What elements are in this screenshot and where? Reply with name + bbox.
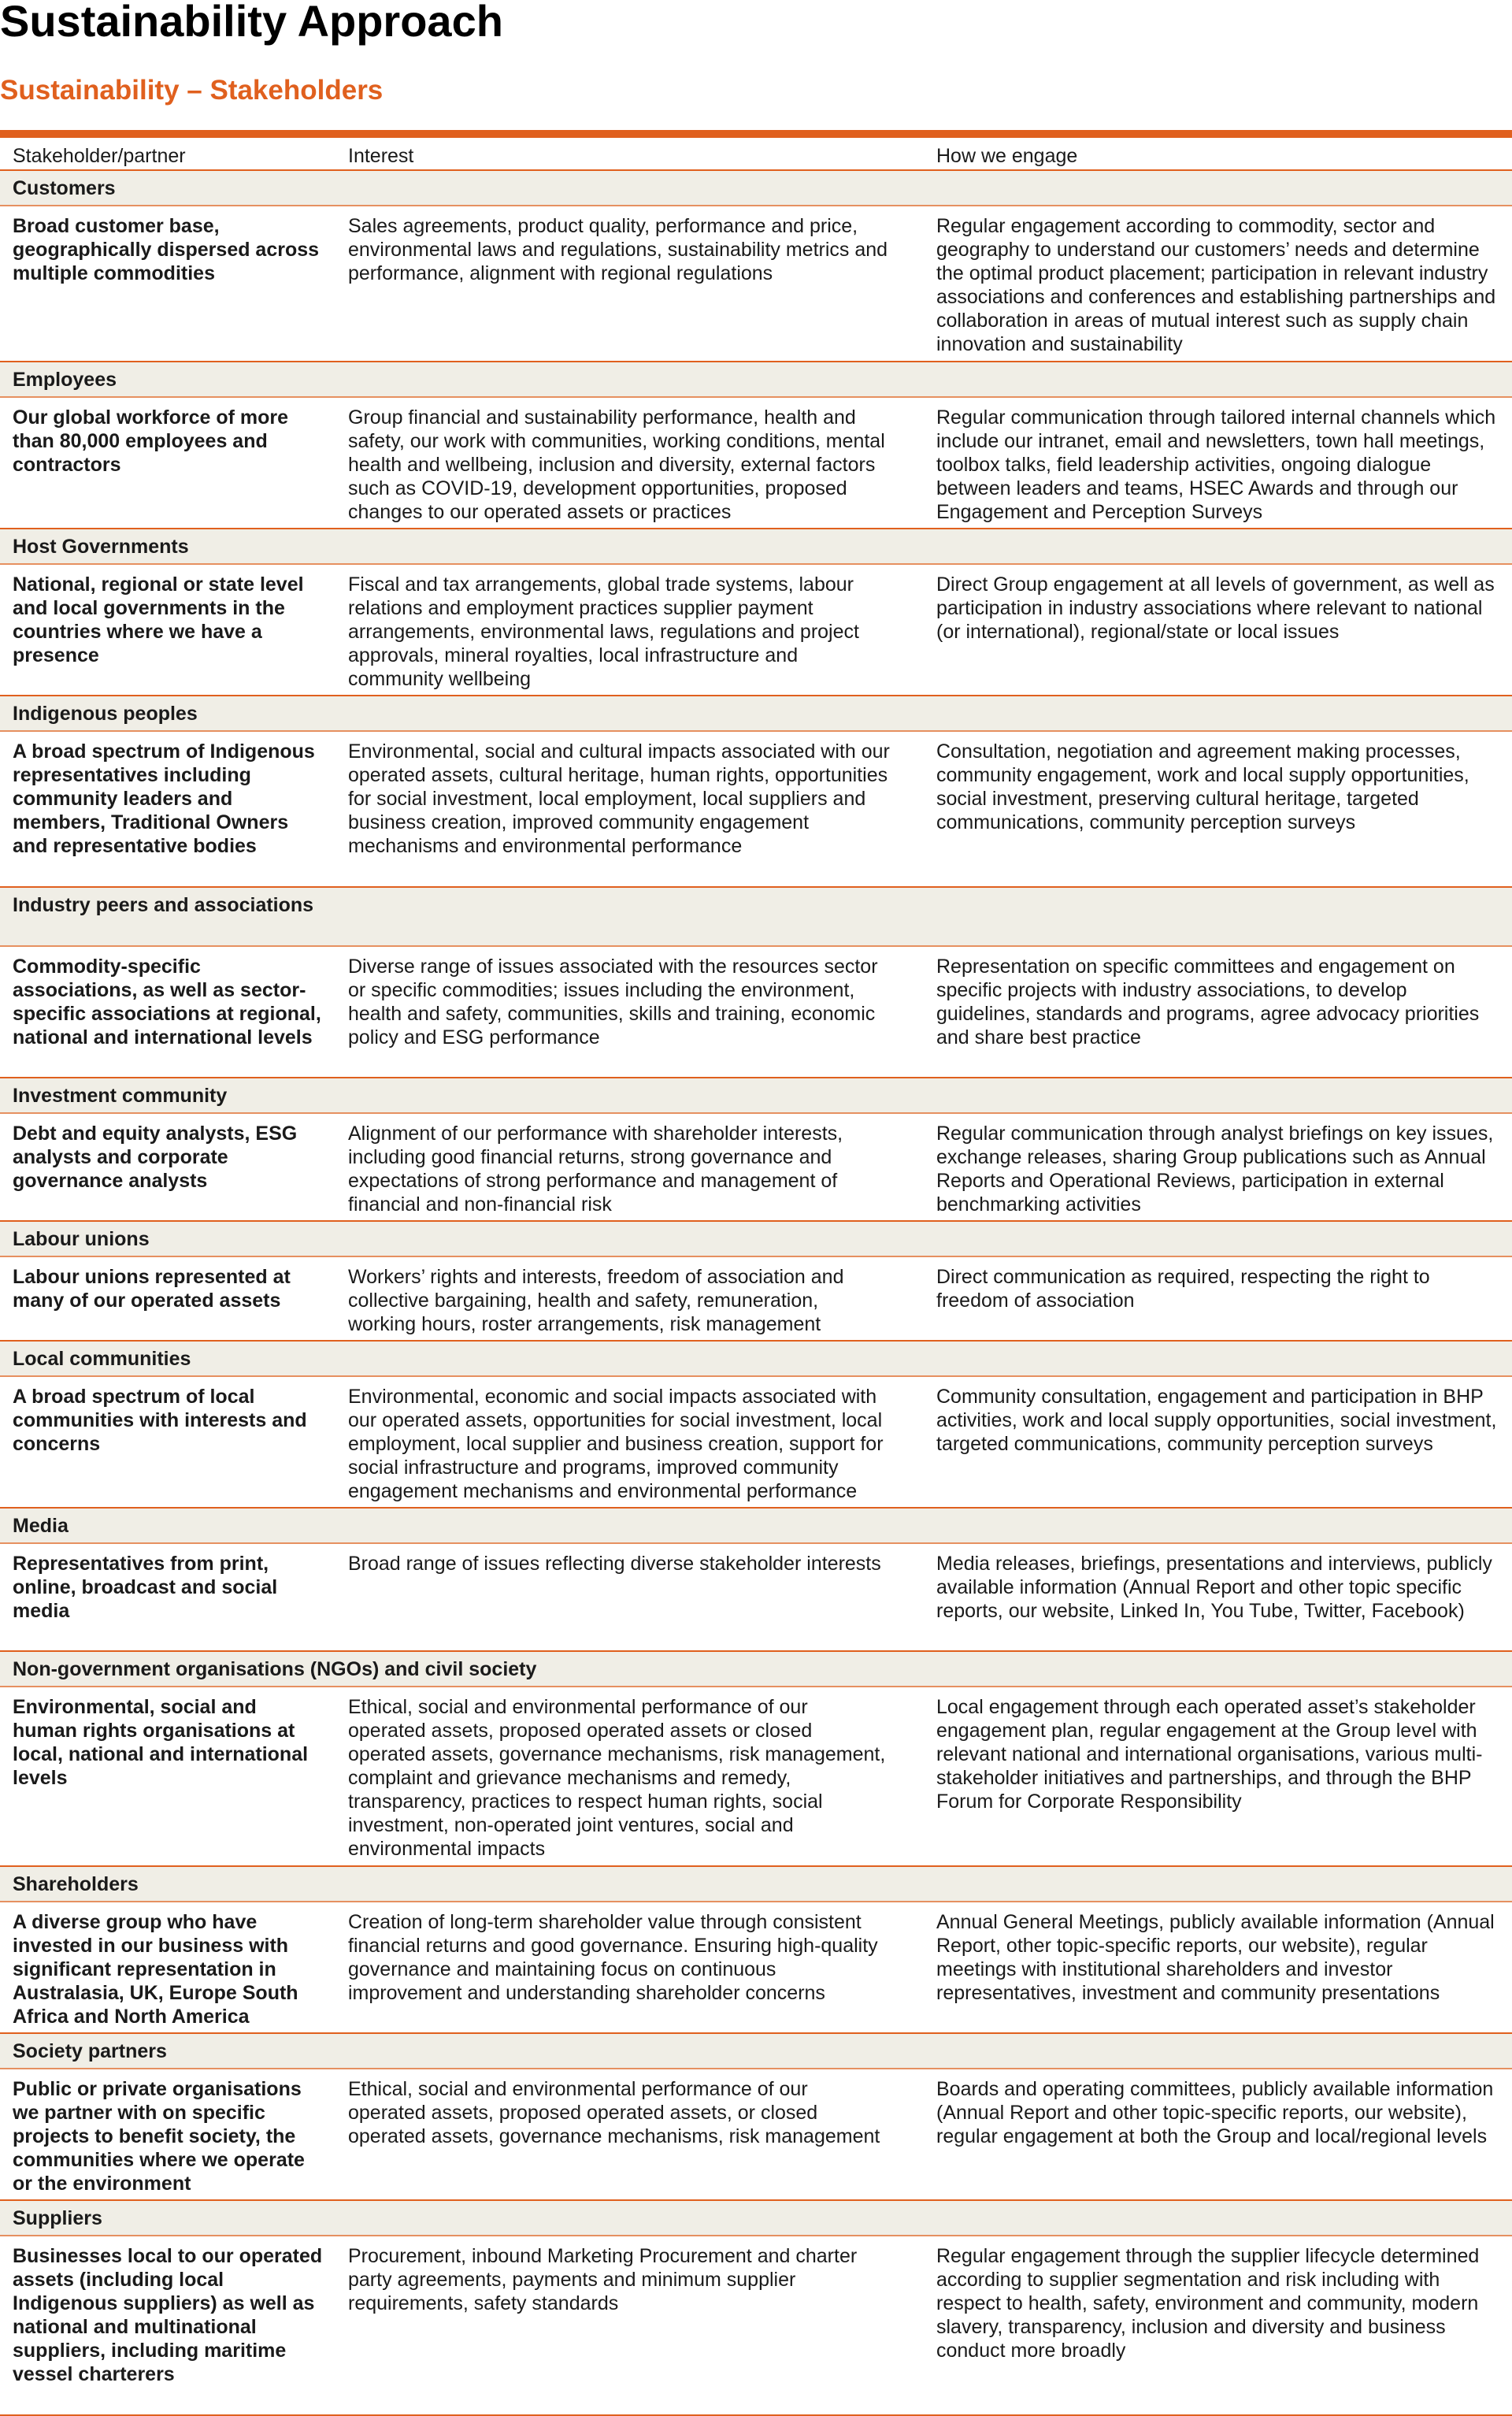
category-suppliers: Suppliers xyxy=(0,2201,1512,2236)
category-local-communities: Local communities xyxy=(0,1342,1512,1377)
stakeholder-cell: A broad spectrum of Indigenous representatives including community leaders and members, Traditional Owners and representative bodies xyxy=(13,740,315,857)
table-row xyxy=(0,565,1512,696)
stakeholder-cell: Representatives from print, online, broadcast and social media xyxy=(13,1553,278,1622)
stakeholder-cell: A broad spectrum of local communities with interests and concerns xyxy=(13,1386,307,1455)
engage-cell: Regular engagement through the supplier lifecycle determined according to supplier segmentation and risk including with respect to health, safety, environment and community, modern slavery, transparency, inclusion and diversity and business conduct more broadly xyxy=(936,2245,1480,2362)
category-host-governments: Host Governments xyxy=(0,529,1512,565)
engage-cell: Media releases, briefings, presentations and interviews, publicly available information (Annual Report and other topic specific reports, our website, Linked In, You Tube, Twitter, Facebook) xyxy=(936,1553,1492,1622)
interest-cell: Sales agreements, product quality, performance and price, environmental laws and regulations, sustainability metrics and performance, alignment with regional regulations xyxy=(348,215,888,284)
table-row xyxy=(0,1377,1512,1509)
interest-cell: Alignment of our performance with shareholder interests, including good financial returns, strong governance and expectations of strong performance and management of financial and non-financial risk xyxy=(348,1123,843,1215)
interest-cell: Workers’ rights and interests, freedom of association and collective bargaining, health and safety, remuneration, working hours, roster arrangements, risk management xyxy=(348,1266,844,1335)
table-row xyxy=(0,1544,1512,1652)
engage-cell: Regular communication through tailored internal channels which include our intranet, email and newsletters, town hall meetings, toolbox talks, field leadership activities, ongoing dialogue between leaders and teams, HSEC Awards and through our Engagement and Perception Surveys xyxy=(936,406,1496,523)
page-title: Sustainability Approach xyxy=(0,0,503,46)
engage-cell: Direct communication as required, respecting the right to freedom of association xyxy=(936,1266,1430,1312)
engage-cell: Regular communication through analyst briefings on key issues, exchange releases, sharing Group publications such as Annual Reports and Operational Reviews, participation in external benchmarking activities xyxy=(936,1123,1494,1215)
stakeholder-cell: National, regional or state level and local governments in the countries where we have a presence xyxy=(13,573,304,666)
interest-cell: Creation of long-term shareholder value through consistent financial returns and good governance. Ensuring high-quality governance and maintaining focus on continuous improvement and understanding shareholder concerns xyxy=(348,1911,878,2004)
interest-cell: Ethical, social and environmental performance of our operated assets, proposed operated assets or closed operated assets, governance mechanisms, risk management, complaint and grievance mechanisms and remedy, transparency, practices to respect human rights, social investment, non-operated joint ventures, social and environmental impacts xyxy=(348,1696,886,1860)
table-row xyxy=(0,1687,1512,1867)
header-engage: How we engage xyxy=(936,145,1078,167)
header-stakeholder: Stakeholder/partner xyxy=(13,145,186,167)
engage-cell: Community consultation, engagement and participation in BHP activities, work and local supply opportunities, social investment, targeted communications, community perception surveys xyxy=(936,1386,1497,1455)
header-interest: Interest xyxy=(348,145,414,167)
table-row xyxy=(0,1902,1512,2034)
interest-cell: Broad range of issues reflecting diverse stakeholder interests xyxy=(348,1553,881,1575)
category-investment-community: Investment community xyxy=(0,1078,1512,1114)
stakeholder-table xyxy=(0,130,1512,2416)
table-row xyxy=(0,1257,1512,1342)
category-labour-unions: Labour unions xyxy=(0,1222,1512,1257)
stakeholder-cell: Businesses local to our operated assets (including local Indigenous suppliers) as well as national and multinational suppliers, including maritime vessel charterers xyxy=(13,2245,323,2385)
interest-cell: Ethical, social and environmental performance of our operated assets, proposed operated assets, or closed operated assets, governance mechanisms, risk management xyxy=(348,2078,880,2147)
stakeholder-cell: Public or private organisations we partner with on specific projects to benefit society, the communities where we operate or the environment xyxy=(13,2078,305,2195)
interest-cell: Fiscal and tax arrangements, global trade systems, labour relations and employment practices supplier payment arrangements, environmental laws, regulations and project approvals, mineral royalties, local infrastructure and community wellbeing xyxy=(348,573,859,690)
engage-cell: Boards and operating committees, publicly available information (Annual Report and other topic-specific reports, our website), regular engagement at both the Group and local/regional levels xyxy=(936,2078,1494,2147)
category-shareholders: Shareholders xyxy=(0,1867,1512,1902)
interest-cell: Procurement, inbound Marketing Procurement and charter party agreements, payments and minimum supplier requirements, safety standards xyxy=(348,2245,858,2314)
stakeholder-cell: Labour unions represented at many of our operated assets xyxy=(13,1266,291,1312)
interest-cell: Diverse range of issues associated with the resources sector or specific commodities; issues including the environment, health and safety, communities, skills and training, economic policy and ESG performance xyxy=(348,956,878,1048)
stakeholder-cell: Our global workforce of more than 80,000 employees and contractors xyxy=(13,406,289,476)
engage-cell: Representation on specific committees and engagement on specific projects with industry associations, to develop guidelines, standards and programs, agree advocacy priorities and share best practice xyxy=(936,956,1480,1048)
table-row xyxy=(0,2236,1512,2416)
stakeholder-cell: Commodity-specific associations, as well as sector-specific associations at regional, national and international levels xyxy=(13,956,321,1048)
category-society-partners: Society partners xyxy=(0,2034,1512,2069)
table-row xyxy=(0,206,1512,362)
table-row xyxy=(0,732,1512,888)
engage-cell: Direct Group engagement at all levels of government, as well as participation in industry associations where relevant to national (or international), regional/state or local issues xyxy=(936,573,1495,643)
table-row xyxy=(0,947,1512,1078)
stakeholder-cell: Broad customer base, geographically dispersed across multiple commodities xyxy=(13,215,320,284)
category-employees: Employees xyxy=(0,362,1512,398)
category-indigenous-peoples: Indigenous peoples xyxy=(0,696,1512,732)
engage-cell: Annual General Meetings, publicly available information (Annual Report, other topic-specific reports, our website), regular meetings with institutional shareholders and investor representatives, investment and community presentations xyxy=(936,1911,1495,2004)
section-title: Sustainability – Stakeholders xyxy=(0,75,384,106)
table-row xyxy=(0,1114,1512,1222)
stakeholder-cell: A diverse group who have invested in our business with significant representation in Australasia, UK, Europe South Africa and North America xyxy=(13,1911,298,2028)
interest-cell: Environmental, economic and social impacts associated with our operated assets, opportunities for social investment, local employment, local supplier and business creation, support for social infrastructure and programs, improved community engagement mechanisms and environmental performance xyxy=(348,1386,884,1502)
category-media: Media xyxy=(0,1509,1512,1544)
category-ngos: Non-government organisations (NGOs) and civil society xyxy=(0,1652,1512,1687)
engage-cell: Consultation, negotiation and agreement making processes, community engagement, work and local supply opportunities, social investment, preserving cultural heritage, targeted communications, community perception surveys xyxy=(936,740,1469,833)
engage-cell: Local engagement through each operated asset’s stakeholder engagement plan, regular engagement at the Group level with relevant national and international organisations, various multi-stakeholder initiatives and partnerships, and through the BHP Forum for Corporate Responsibility xyxy=(936,1696,1483,1813)
interest-cell: Group financial and sustainability performance, health and safety, our work with communities, working conditions, mental health and wellbeing, inclusion and diversity, external factors such as COVID-19, development opportunities, proposed changes to our operated assets or practices xyxy=(348,406,885,523)
engage-cell: Regular engagement according to commodity, sector and geography to understand our customers’ needs and determine the optimal product placement; participation in relevant industry associations and conferences and establishing partnerships and collaboration in areas of mutual interest such as supply chain innovation and sustainability xyxy=(936,215,1496,355)
stakeholder-cell: Debt and equity analysts, ESG analysts and corporate governance analysts xyxy=(13,1123,298,1192)
interest-cell: Environmental, social and cultural impacts associated with our operated assets, cultural heritage, human rights, opportunities for social investment, local employment, local suppliers and business creation, improved community engagement mechanisms and environmental performance xyxy=(348,740,890,857)
table-header xyxy=(0,138,1512,171)
category-industry-peers: Industry peers and associations xyxy=(0,888,1512,947)
stakeholder-cell: Environmental, social and human rights organisations at local, national and international levels xyxy=(13,1696,309,1789)
category-customers: Customers xyxy=(0,171,1512,206)
table-row xyxy=(0,398,1512,529)
table-row xyxy=(0,2069,1512,2201)
